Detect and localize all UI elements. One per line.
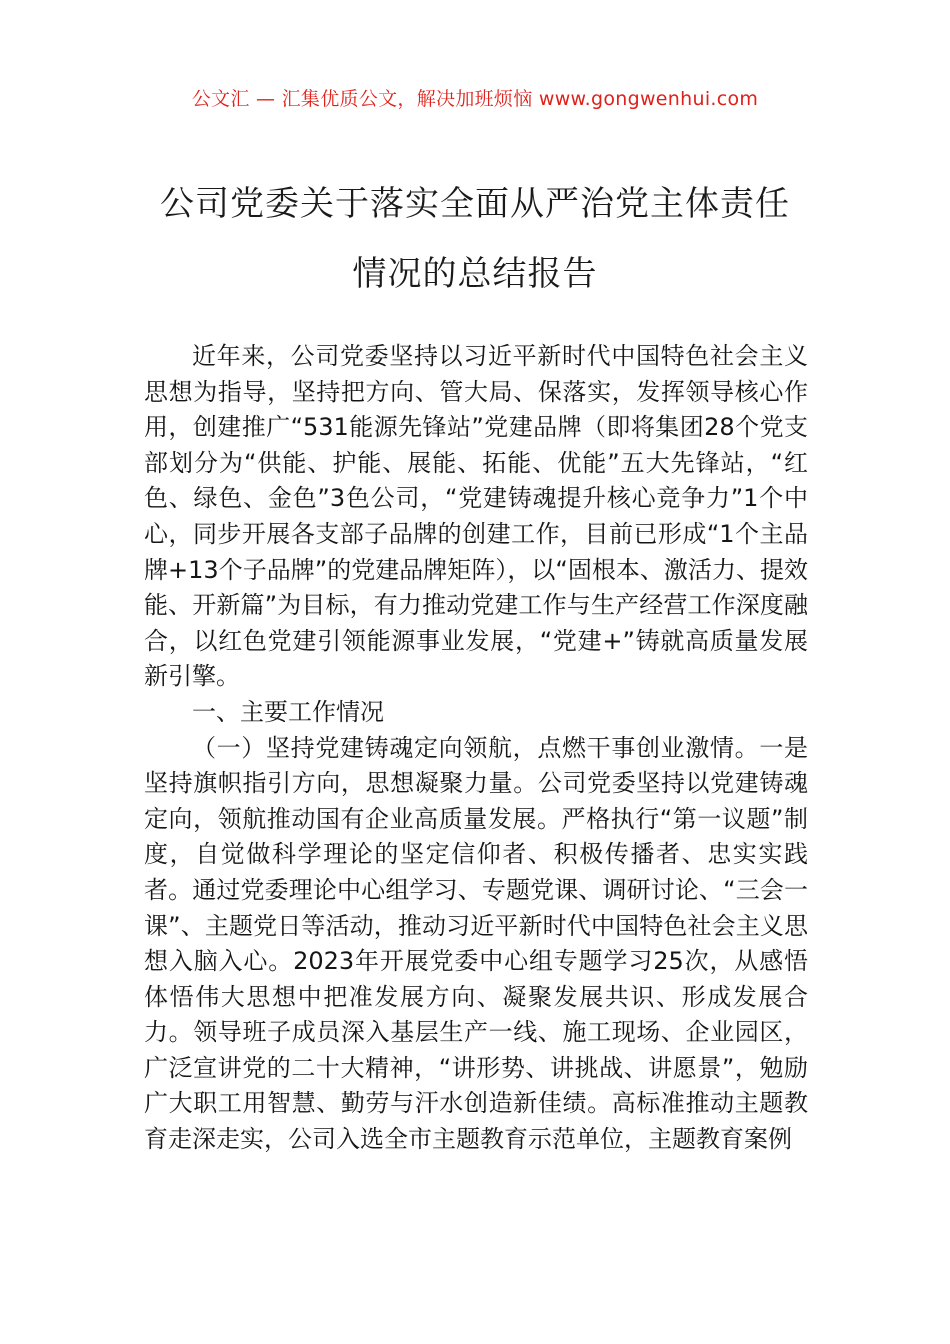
subsection-paragraph: （一）坚持党建铸魂定向领航，点燃干事创业激情。一是坚持旗帜指引方向，思想凝聚力量。公司党委坚持以党建铸魂定向，领航推动国有企业高质量发展。严格执行“第一议题”制度，自觉做科学理论的坚定信仰者、积极传播者、忠实实践者。通过党委理论中心组学习、专题党课、调研讨论、“三会一课”、主题党日等活动，推动习近平新时代中国特色社会主义思想入脑入心。2023年开展党委中心组专题学习25次，从感悟体悟伟大思想中把准发展方向、凝聚发展共识、形成发展合力。领导班子成员深入基层生产一线、施工现场、企业园区，广泛宣讲党的二十大精神，“讲形势、讲挑战、讲愿景”，勉励广大职工用智慧、勤劳与汗水创造新佳绩。高标准推动主题教育走深走实，公司入选全市主题教育示范单位，主题教育案例 [144, 733, 808, 1154]
document-title-line2: 情况的总结报告 [352, 254, 598, 294]
document-title-line1: 公司党委关于落实全面从严治党主体责任 [160, 184, 790, 224]
watermark-banner[interactable]: 公文汇 — 汇集优质公文，解决加班烦恼 www.gongwenhui.com [191, 88, 759, 110]
intro-paragraph: 近年来，公司党委坚持以习近平新时代中国特色社会主义思想为指导，坚持把方向、管大局、保落实，发挥领导核心作用，创建推广“531能源先锋站”党建品牌（即将集团28个党支部划分为“供能、护能、展能、拓能、优能”五大先锋站，“红色、绿色、金色”3色公司，“党建铸魂提升核心竞争力”1个中心，同步开展各支部子品牌的创建工作，目前已形成“1个主品牌+13个子品牌”的党建品牌矩阵），以“固根本、激活力、提效能、开新篇”为目标，有力推动党建工作与生产经营工作深度融合，以红色党建引领能源事业发展，“党建+”铸就高质量发展新引擎。 [144, 342, 808, 691]
document-body [144, 339, 808, 1158]
section-heading: 一、主要工作情况 [192, 697, 384, 726]
